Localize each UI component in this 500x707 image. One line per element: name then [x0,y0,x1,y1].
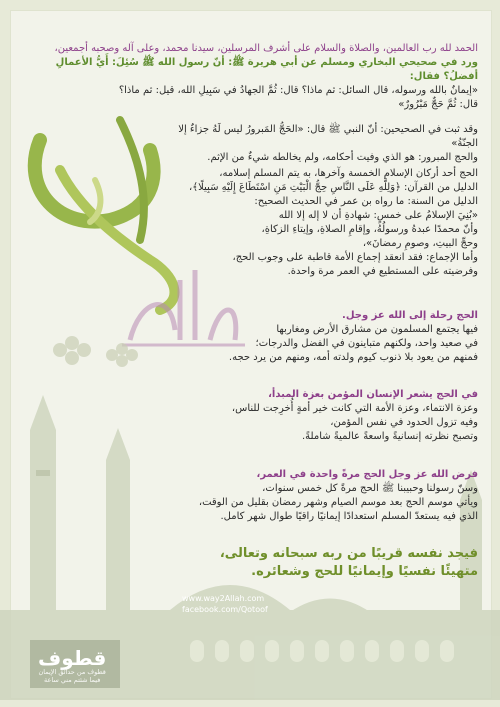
intro-line-4: قال: ثُمَّ حَجٌّ مَبْرُورٌ» [398,99,478,110]
pillar-line-3: الدليل من السنة: ما رواه بن عمر في الحديث الصحيح: [254,196,478,207]
intro-line-1: الحمد لله رب العالمين، والصلاة والسلام على أشرف المرسلين، سيدنا محمد، وعلى آله وصحبه أجمعين، [54,43,478,54]
hadith-line-1: وقد ثبت في الصحيحين: أنّ النبي ﷺ قال: «الحَجُّ المَبرورُ ليس لَهُ جزاءٌ إلا الجنّةُ» [178,124,478,149]
once-title: فرض الله عز وجل الحج مرةً واحدة في العمر، [256,469,478,480]
links-block [182,593,268,615]
dignity-line-1: وعزة الانتماء، وعزة الأمة التي كانت خير أمةٍ أُخرِجت للناس، [231,403,478,414]
once-block [180,468,478,524]
logo-name: قطوف [38,646,107,670]
once-line-3: الذي فيه يستعدّ المسلم استعدادًا إيمانيًا راقيًا طوال شهر كامل. [220,511,478,522]
journey-title: الحج رحلة إلى الله عز وجل. [342,310,478,321]
hadith-line-2: والحج المبرور: هو الذي وفيت أحكامه، ولم يخالطه شيءٌ من الإثم. [207,152,478,163]
qotoof-logo [38,648,106,684]
closing-block [190,545,478,581]
closing-line-1: فيجد نفسه قريبًا من ربه سبحانه وتعالى، [219,546,478,561]
logo-sub: فيما شئتم مني ساعة [44,676,101,684]
journey-line-2: في صعيد واحد، ولكنهم متباينون في الفضل والدرجات؛ [255,338,478,349]
pillar-line-4: «بُنِيَ الإسلامُ على خمسٍ: شهادةِ أن لا إله إلا الله [278,210,478,221]
dignity-title: في الحج يشعر الإنسان المؤمن بعزة المبدأ، [268,389,478,400]
pillar-block [170,167,478,279]
journey-line-3: فمنهم من يعود بلا ذنوب كيوم ولدته أمه، ومنهم من يرد حجه. [228,352,478,363]
journey-block [180,309,478,365]
dignity-line-2: وفيه تزول الحدود في نفس المؤمن، [330,417,478,428]
pillar-line-6: وحجِّ البيتِ، وصومِ رمضانَ»، [362,238,478,249]
pillar-line-7: وأما الإجماع: فقد انعقد إجماع الأمة قاطبة على وجوب الحج، [232,252,478,263]
hadith-block [170,123,478,165]
journey-line-1: فيها يجتمع المسلمون من مشارق الأرض ومغاربها [276,324,478,335]
calligraphy-hajj-icon [35,120,175,310]
intro-block [22,42,478,112]
logo-tagline: قطوف من حدائق الإيمان [38,668,106,676]
dignity-block [180,388,478,444]
flower-decoration-icon [53,336,138,367]
closing-line-2: متهيئًا نفسيًا وإيمانيًا للحج وشعائره. [251,564,478,579]
once-line-2: ويأتي موسم الحج بعد موسم الصيام وشهر رمضان بقليل من الوقت، [198,497,478,508]
pillar-line-2: الدليل من القرآن: ﴿وَلِلَّهِ عَلَى النَّاسِ حِجُّ الْبَيْتِ مَنِ اسْتَطَاعَ إِلَيْهِ سَبِيلًا﴾، [188,182,478,193]
pillar-line-1: الحج أحد أركان الإسلام الخمسة وآخرها، به يتم المسلم إسلامه، [219,168,478,179]
facebook-link[interactable]: facebook.com/Qotoof [182,605,268,614]
pillar-line-8: وفرضيته على المستطيع في العمر مرة واحدة. [287,266,478,277]
dignity-line-3: وتصبح نظرته إنسانيةً واسعةً عالميةً شاملةً. [301,431,478,442]
intro-line-2-text: ورد في صحيحي البخاري ومسلم عن أبي هريرة ﷺ: أنّ رسول الله ﷺ سُئِلَ: أَيُّ الأعمالِ أفضلُ؟ فقال: [55,57,478,82]
intro-line-2 [22,56,478,84]
intro-line-3: «إيمانٌ بالله ورسوله، قال السائل: ثم ماذا؟ قال: ثُمَّ الجهادُ في سَبِيلِ الله، قيل: ثم ماذا؟ [118,85,478,96]
once-line-1: وسنّ رسولنا وحبيبنا ﷺ الحج مرةً كل خمس سنوات، [262,483,478,494]
website-link[interactable]: www.way2Allah.com [182,594,265,603]
pillar-line-5: وأنّ محمدًا عبدهُ ورسولُهُ، وإقامِ الصلاةِ، وإيتاءِ الزكاةِ، [261,224,478,235]
